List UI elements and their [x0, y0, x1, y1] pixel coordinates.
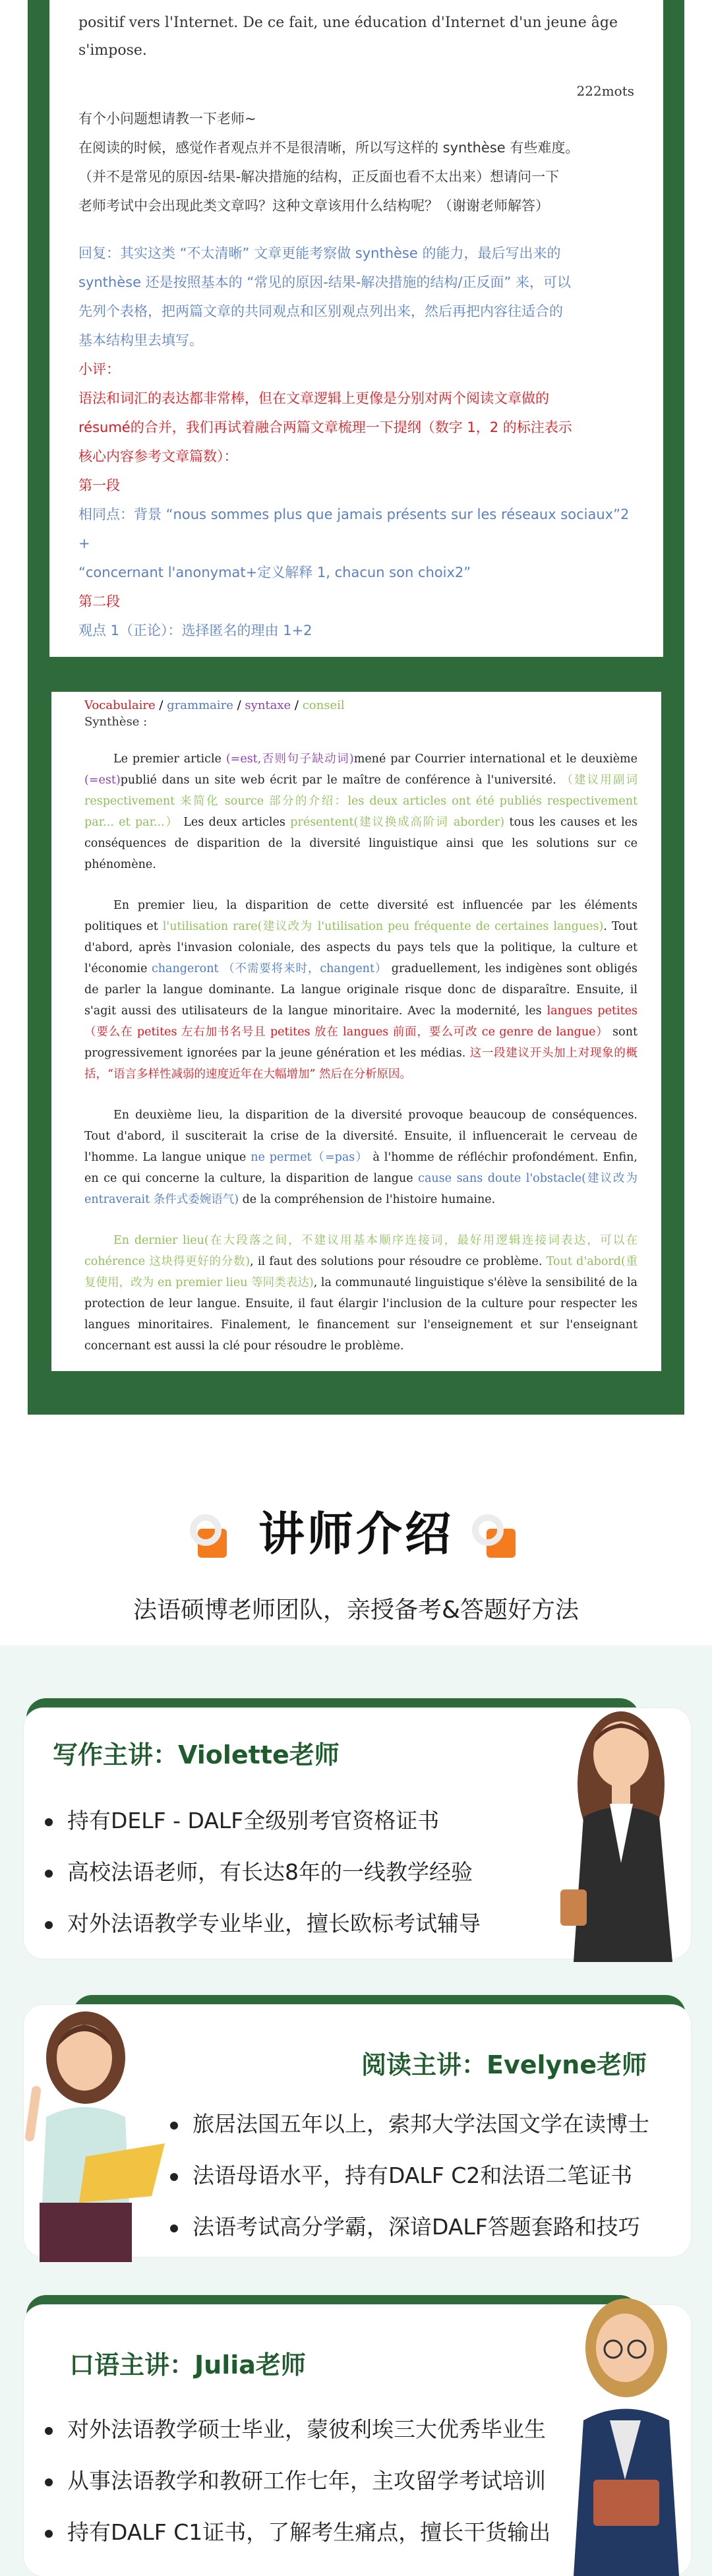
p1-segment: Le premier article: [113, 752, 226, 766]
p2-segment: langues petites（要么在 petites 左右加书名号且 petites 放在 langues 前面，要么可改 ce genre de langue）: [84, 1004, 638, 1039]
segment-1-text: 相同点：背景 “nous sommes plus que jamais présents sur les réseaux sociaux”2 + “concernant l'anonymat+定义解释 1, chacun son choix2”: [78, 506, 630, 580]
p1-segment: mené par Courrier international et le deuxième: [353, 752, 638, 766]
p3-segment: cause sans doute l'obstacle(建议改为 entraverait 条件式委婉语气): [84, 1172, 638, 1206]
review-text: 语法和词汇的表达都非常棒，但在文章逻辑上更像是分别对两个阅读文章做的 résumé的合并，我们再试着融合两篇文章梳理一下提纲（数字 1，2 的标注表示 核心内容参考文章篇数）：: [78, 390, 572, 464]
p1-segment: （建议用副词 respectivement 来简化 source 部分的介绍：les deux articles ont été publiés respectivement par... et par...）: [84, 774, 638, 829]
teacher-2-item: 法语母语水平，持有DALF C2和法语二笔证书: [170, 2159, 632, 2190]
legend-tags: Vocabulaire / grammaire / syntaxe / conseil: [84, 698, 345, 712]
p4-segment: , la communauté linguistique s'élève la sensibilité de la protection de leur langue. Ensuite, il faut élargir l'inclusion de la culture pour respecter les langues minoritaires. Finalement, le financement sur l'enseignement et sur l'enseignant concernant est aussi la clé pour résoudre le problème.: [84, 1276, 638, 1353]
essay-card-1: [49, 0, 663, 657]
p2-segment: changeront （不需要将来时，changent）: [151, 962, 388, 975]
teacher-2-item: 法语考试高分学霸，深谙DALF答题套路和技巧: [170, 2210, 640, 2241]
p4-segment: , il faut des solutions pour résoudre ce problème.: [250, 1255, 547, 1268]
paragraph-3: [84, 1105, 638, 1210]
paragraph-2: [84, 895, 638, 1085]
word-count: 222mots: [576, 83, 634, 99]
p1-segment: (=est): [84, 774, 121, 787]
p3-segment: En deuxième lieu, la disparition de la diversité provoque beaucoup de conséquences. Tout d'abord, il susciterait la crise de la diversité. Ensuite, il influencerait le cerveau de l'homme. La langue unique: [84, 1109, 638, 1164]
synthese-label: Synthèse :: [84, 715, 148, 729]
p4-segment: En dernier lieu(在大段落之间，不建议用基本顺序连接词，最好用逻辑连接词表达，可以在 cohérence 这块得更好的分数): [84, 1234, 638, 1268]
segment-2-title: 第二段: [78, 594, 120, 609]
p3-segment: ne permet（=pas）: [251, 1151, 369, 1164]
teacher-1-item: 对外法语教学专业毕业，擅长欧标考试辅导: [45, 1907, 481, 1938]
p2-segment: sont progressivement ignorées par la jeune génération et les médias.: [84, 1026, 638, 1060]
p1-segment: tous les causes et les conséquences de disparition de la diversité linguistique ainsi que les solutions sur ce phénomène.: [84, 816, 638, 871]
p2-segment: . Tout d'abord, après l'invasion coloniale, des aspects du pays tels que la politique, la culture et l'économie: [84, 920, 638, 975]
p2-segment: 这一段建议开头加上对现象的概括，“语言多样性减弱的速度近年在大幅增加” 然后在分析原因。: [84, 1047, 638, 1081]
teacher-1-item: 持有DELF - DALF全级别考官资格证书: [45, 1804, 439, 1835]
section-subtitle: 法语硕博老师团队，亲授备考&答题好方法: [133, 1597, 579, 1624]
teacher-1-label: 写作主讲：Violette老师: [53, 1740, 340, 1769]
p1-segment: présentent(建议换成高阶词 aborder): [290, 816, 505, 829]
review-title: 小评：: [78, 361, 120, 377]
section-title: 讲师介绍: [258, 1507, 454, 1561]
paragraph-1: [84, 749, 638, 875]
p2-segment: graduellement, les indigènes sont obligés de parler la langue dominante. La langue originale risque donc de disparaître. Ensuite, il s'agit aussi des utilisateurs de la langue minoritaire. Avec la modernité, les: [84, 962, 638, 1018]
p3-segment: à l'homme de réfléchir profondément. Enfin, en ce qui concerne la culture, la disparition de langue: [84, 1151, 638, 1185]
p2-segment: En premier lieu, la disparition de cette diversité est influencée par les éléments politiques et: [84, 899, 638, 933]
teacher-reply: 回复：其实这类 “不太清晰” 文章更能考察做 synthèse 的能力，最后写出来的 synthèse 还是按照基本的 “常见的原因-结果-解决措施的结构/正反面” 来，可以 先列个表格，把两篇文章的共同观点和区别观点列出来，然后再把内容往适合的 基本结构里去填写。: [78, 245, 572, 348]
intro-line: positif vers l'Internet. De ce fait, une éducation d'Internet d'un jeune âge s'impose.: [78, 15, 618, 59]
teacher-2-label: 阅读主讲：Evelyne老师: [361, 2050, 647, 2079]
teacher-3-label: 口语主讲：Julia老师: [69, 2350, 306, 2379]
student-question: 有个小问题想请教一下老师~ 在阅读的时候，感觉作者观点并不是很清晰，所以写这样的 synthèse 有些难度。 （并不是常见的原因-结果-解决措施的结构，正反面也看不太出来）想请问一下 老师考试中会出现此类文章吗？这种文章该用什么结构呢？（谢谢老师解答）: [78, 111, 579, 214]
teacher-1-item: 高校法语老师，有长达8年的一线教学经验: [45, 1855, 473, 1886]
teacher-2-item: 旅居法国五年以上，索邦大学法国文学在读博士: [170, 2107, 649, 2138]
p1-segment: publié dans un site web écrit par le maître de conférence à l'université.: [120, 774, 562, 787]
teacher-1-illustration: [547, 1692, 699, 1962]
p2-segment: l'utilisation rare(建议改为 l'utilisation peu fréquente de certaines langues): [162, 920, 604, 933]
teacher-2-illustration: [13, 1985, 171, 2262]
teacher-3-item: 持有DALF C1证书，了解考生痛点，擅长干货输出: [45, 2515, 550, 2546]
p1-segment: (=est,否则句子缺动词): [225, 752, 354, 766]
segment-2-text: 观点 1（正论）：选择匿名的理由 1+2: [78, 623, 312, 638]
p1-segment: Les deux articles: [178, 816, 291, 829]
teacher-3-item: 对外法语教学硕士毕业，蒙彼利埃三大优秀毕业生: [45, 2412, 546, 2443]
p3-segment: de la compréhension de l'histoire humaine.: [239, 1193, 496, 1206]
p4-segment: Tout d'abord(重复使用，改为 en premier lieu 等同类表达): [84, 1255, 638, 1289]
teacher-3-illustration: [547, 2262, 705, 2576]
essay-card-2: [49, 690, 663, 1373]
paragraph-4: [84, 1230, 638, 1357]
segment-1-title: 第一段: [78, 477, 120, 493]
teacher-3-item: 从事法语教学和教研工作七年，主攻留学考试培训: [45, 2464, 546, 2495]
